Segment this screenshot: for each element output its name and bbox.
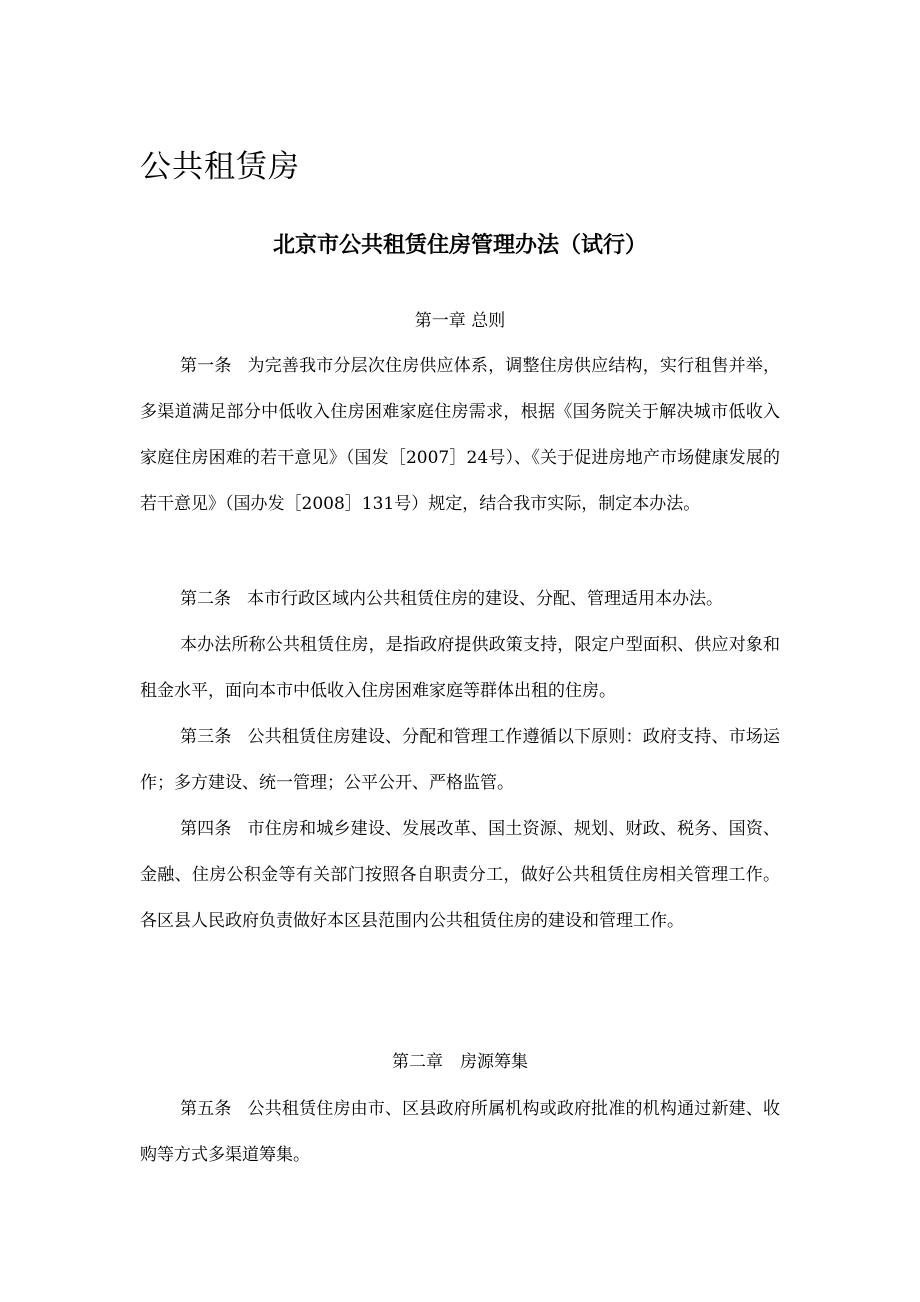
article-label: 第二条 bbox=[180, 589, 231, 609]
document-heading: 公共租赁房 bbox=[140, 149, 300, 185]
article-paragraph bbox=[140, 714, 780, 806]
article-text: 本市行政区域内公共租赁住房的建设、分配、管理适用本办法。 bbox=[247, 589, 723, 609]
article-paragraph bbox=[140, 576, 780, 622]
article-label: 第五条 bbox=[180, 1099, 232, 1119]
article-label: 第一条 bbox=[180, 356, 232, 376]
article-paragraph bbox=[140, 343, 780, 527]
chapter-heading: 第一章 总则 bbox=[414, 311, 506, 331]
article-text: 市住房和城乡建设、发展改革、国土资源、规划、财政、税务、国资、金融、住房公积金等有关部门按照各自职责分工，做好公共租赁住房相关管理工作。各区县人民政府负责做好本区县范围内公共租赁住房的建设和管理工作。 bbox=[140, 819, 780, 931]
article-paragraph bbox=[140, 806, 780, 944]
article-text: 公共租赁住房建设、分配和管理工作遵循以下原则：政府支持、市场运作；多方建设、统一管理；公平公开、严格监管。 bbox=[140, 727, 780, 793]
article-paragraph bbox=[140, 1086, 780, 1178]
article-paragraph bbox=[140, 622, 780, 714]
document-title: 北京市公共租赁住房管理办法（试行） bbox=[272, 233, 647, 258]
article-text: 公共租赁住房由市、区县政府所属机构或政府批准的机构通过新建、收购等方式多渠道筹集。 bbox=[140, 1099, 780, 1165]
article-label: 第四条 bbox=[180, 819, 232, 839]
article-label: 第三条 bbox=[180, 727, 232, 747]
article-text: 本办法所称公共租赁住房，是指政府提供政策支持，限定户型面积、供应对象和租金水平，面向本市中低收入住房困难家庭等群体出租的住房。 bbox=[140, 635, 780, 701]
article-text: 为完善我市分层次住房供应体系，调整住房供应结构，实行租售并举，多渠道满足部分中低收入住房困难家庭住房需求，根据《国务院关于解决城市低收入家庭住房困难的若干意见》（国发［2007］24号）、《关于促进房地产市场健康发展的若干意见》（国办发［2008］131号）规定，结合我市实际，制定本办法。 bbox=[140, 356, 780, 514]
chapter-heading: 第二章 房源筹集 bbox=[392, 1052, 528, 1072]
